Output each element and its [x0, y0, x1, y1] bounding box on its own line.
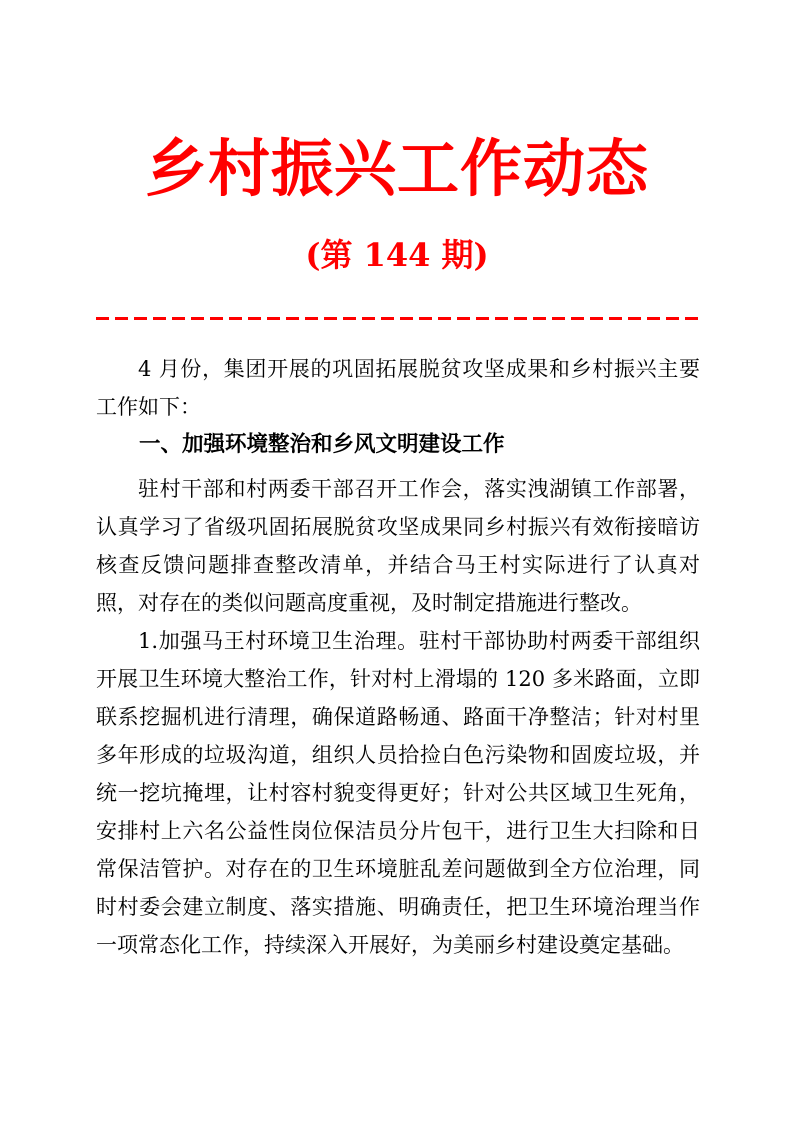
- section1-paragraph-1: 驻村干部和村两委干部召开工作会，落实洩湖镇工作部署，认真学习了省级巩固拓展脱贫攻坚成果同乡村振兴有效衔接暗访核查反馈问题排查整改清单，并结合马王村实际进行了认真对照，对存在的类似问题高度重视，及时制定措施进行整改。: [96, 477, 700, 615]
- issue-number: (第 144 期): [305, 236, 489, 274]
- section-heading-1: 一、加强环境整治和乡风文明建设工作: [139, 432, 505, 457]
- document-title: 乡村振兴工作动态: [144, 132, 649, 205]
- intro-paragraph: 4 月份，集团开展的巩固拓展脱贫攻坚成果和乡村振兴主要工作如下：: [96, 357, 700, 419]
- section1-paragraph-2: 1.加强马王村环境卫生治理。驻村干部协助村两委干部组织开展卫生环境大整治工作，针对村上滑塌的 120 多米路面，立即联系挖掘机进行清理，确保道路畅通、路面干净整洁；针对村里多年形成的垃圾沟道，组织人员拾捡白色污染物和固废垃圾，并统一挖坑掩埋，让村容村貌变得更好；针对公共区域卫生死角，安排村上六名公益性岗位保洁员分片包干，进行卫生大扫除和日常保洁管护。对存在的卫生环境脏乱差问题做到全方位治理，同时村委会建立制度、落实措施、明确责任，把卫生环境治理当作一项常态化工作，持续深入开展好，为美丽乡村建设奠定基础。: [96, 629, 700, 957]
- document-body: [96, 350, 700, 964]
- dashed-divider: [96, 317, 700, 320]
